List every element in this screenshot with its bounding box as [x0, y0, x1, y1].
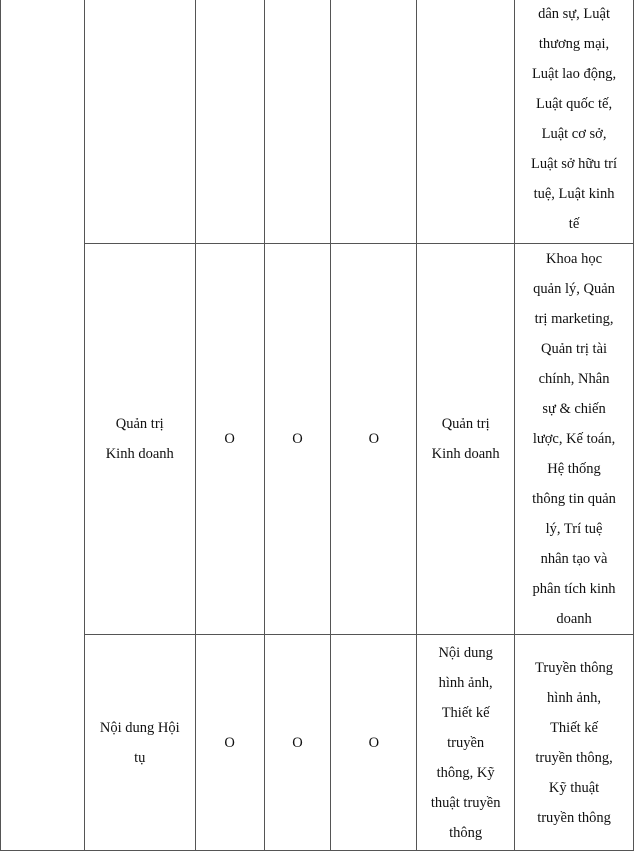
- option-mark: O: [368, 431, 380, 447]
- option-cell: [331, 635, 417, 851]
- subjects-cell: [515, 0, 634, 244]
- option-cell: [264, 0, 331, 244]
- option-cell: [264, 635, 331, 851]
- related-major-line: Nội dung: [438, 644, 493, 661]
- option-mark: O: [368, 734, 380, 751]
- subject-line: Khoa học: [546, 251, 603, 267]
- subject-line: hình ảnh,: [547, 689, 602, 706]
- subject-line: quản lý, Quản: [533, 281, 615, 297]
- related-major-line: Kinh doanh: [431, 446, 500, 462]
- program-name-line: Nội dung Hội: [99, 719, 180, 736]
- related-major-line: truyền: [447, 734, 485, 751]
- table-row: [1, 635, 634, 851]
- subject-line: lý, Trí tuệ: [545, 521, 603, 537]
- subject-line: lược, Kế toán,: [532, 431, 616, 447]
- related-major-line: hình ảnh,: [438, 674, 493, 691]
- subject-line: chính, Nhân: [538, 371, 610, 387]
- option-mark: O: [224, 734, 235, 751]
- option-cell: [331, 0, 417, 244]
- related-major-line: Thiết kế: [441, 704, 490, 721]
- option-cell: [195, 635, 264, 851]
- subject-line: sự & chiến: [542, 401, 606, 417]
- option-cell: [195, 0, 264, 244]
- subject-line: tế: [568, 216, 580, 232]
- subject-line: trị marketing,: [534, 311, 614, 327]
- subject-line: truyền thông,: [535, 749, 613, 766]
- subject-line: nhân tạo và: [540, 551, 608, 567]
- subject-line: thương mại,: [538, 36, 610, 52]
- program-name-cell: [84, 635, 195, 851]
- subjects-cell: [515, 635, 634, 851]
- related-major-line: thuật truyền: [430, 794, 501, 811]
- subject-line: Quản trị tài: [541, 341, 608, 357]
- table-row: [1, 0, 634, 244]
- program-name-cell: [84, 0, 195, 244]
- related-major-cell: [417, 0, 515, 244]
- subjects-cell: [515, 244, 634, 635]
- program-name-line: Quản trị: [115, 416, 164, 432]
- related-major-line: thông: [449, 824, 483, 841]
- option-cell: [195, 244, 264, 635]
- related-major-line: Quản trị: [441, 416, 490, 432]
- subject-line: Hệ thống: [547, 461, 601, 477]
- subject-line: dân sự, Luật: [538, 6, 610, 22]
- program-name-line: tụ: [134, 749, 146, 766]
- option-mark: O: [224, 431, 235, 447]
- subject-line: Luật quốc tế,: [535, 96, 613, 112]
- subject-line: Luật sở hữu trí: [531, 156, 618, 172]
- subject-line: truyền thông: [537, 809, 611, 826]
- option-cell: [264, 244, 331, 635]
- subject-line: Truyền thông: [535, 659, 614, 676]
- subject-line: doanh: [556, 611, 592, 627]
- subject-line: Kỹ thuật: [548, 779, 600, 796]
- subject-line: phân tích kinh: [532, 581, 616, 597]
- subject-line: Thiết kế: [550, 719, 598, 736]
- option-cell: [331, 244, 417, 635]
- subject-line: Luật lao động,: [531, 66, 617, 82]
- program-name-line: Kinh doanh: [105, 446, 174, 462]
- group-cell: [1, 0, 85, 851]
- related-major-cell: [417, 635, 515, 851]
- option-mark: O: [292, 431, 303, 447]
- related-major-line: thông, Kỹ: [436, 764, 495, 781]
- program-name-cell: [84, 244, 195, 635]
- table-row: [1, 244, 634, 635]
- subject-line: thông tin quản: [532, 491, 616, 507]
- option-mark: O: [292, 734, 303, 751]
- subject-line: tuệ, Luật kinh: [533, 186, 615, 202]
- related-major-cell: [417, 244, 515, 635]
- subject-line: Luật cơ sở,: [541, 126, 607, 142]
